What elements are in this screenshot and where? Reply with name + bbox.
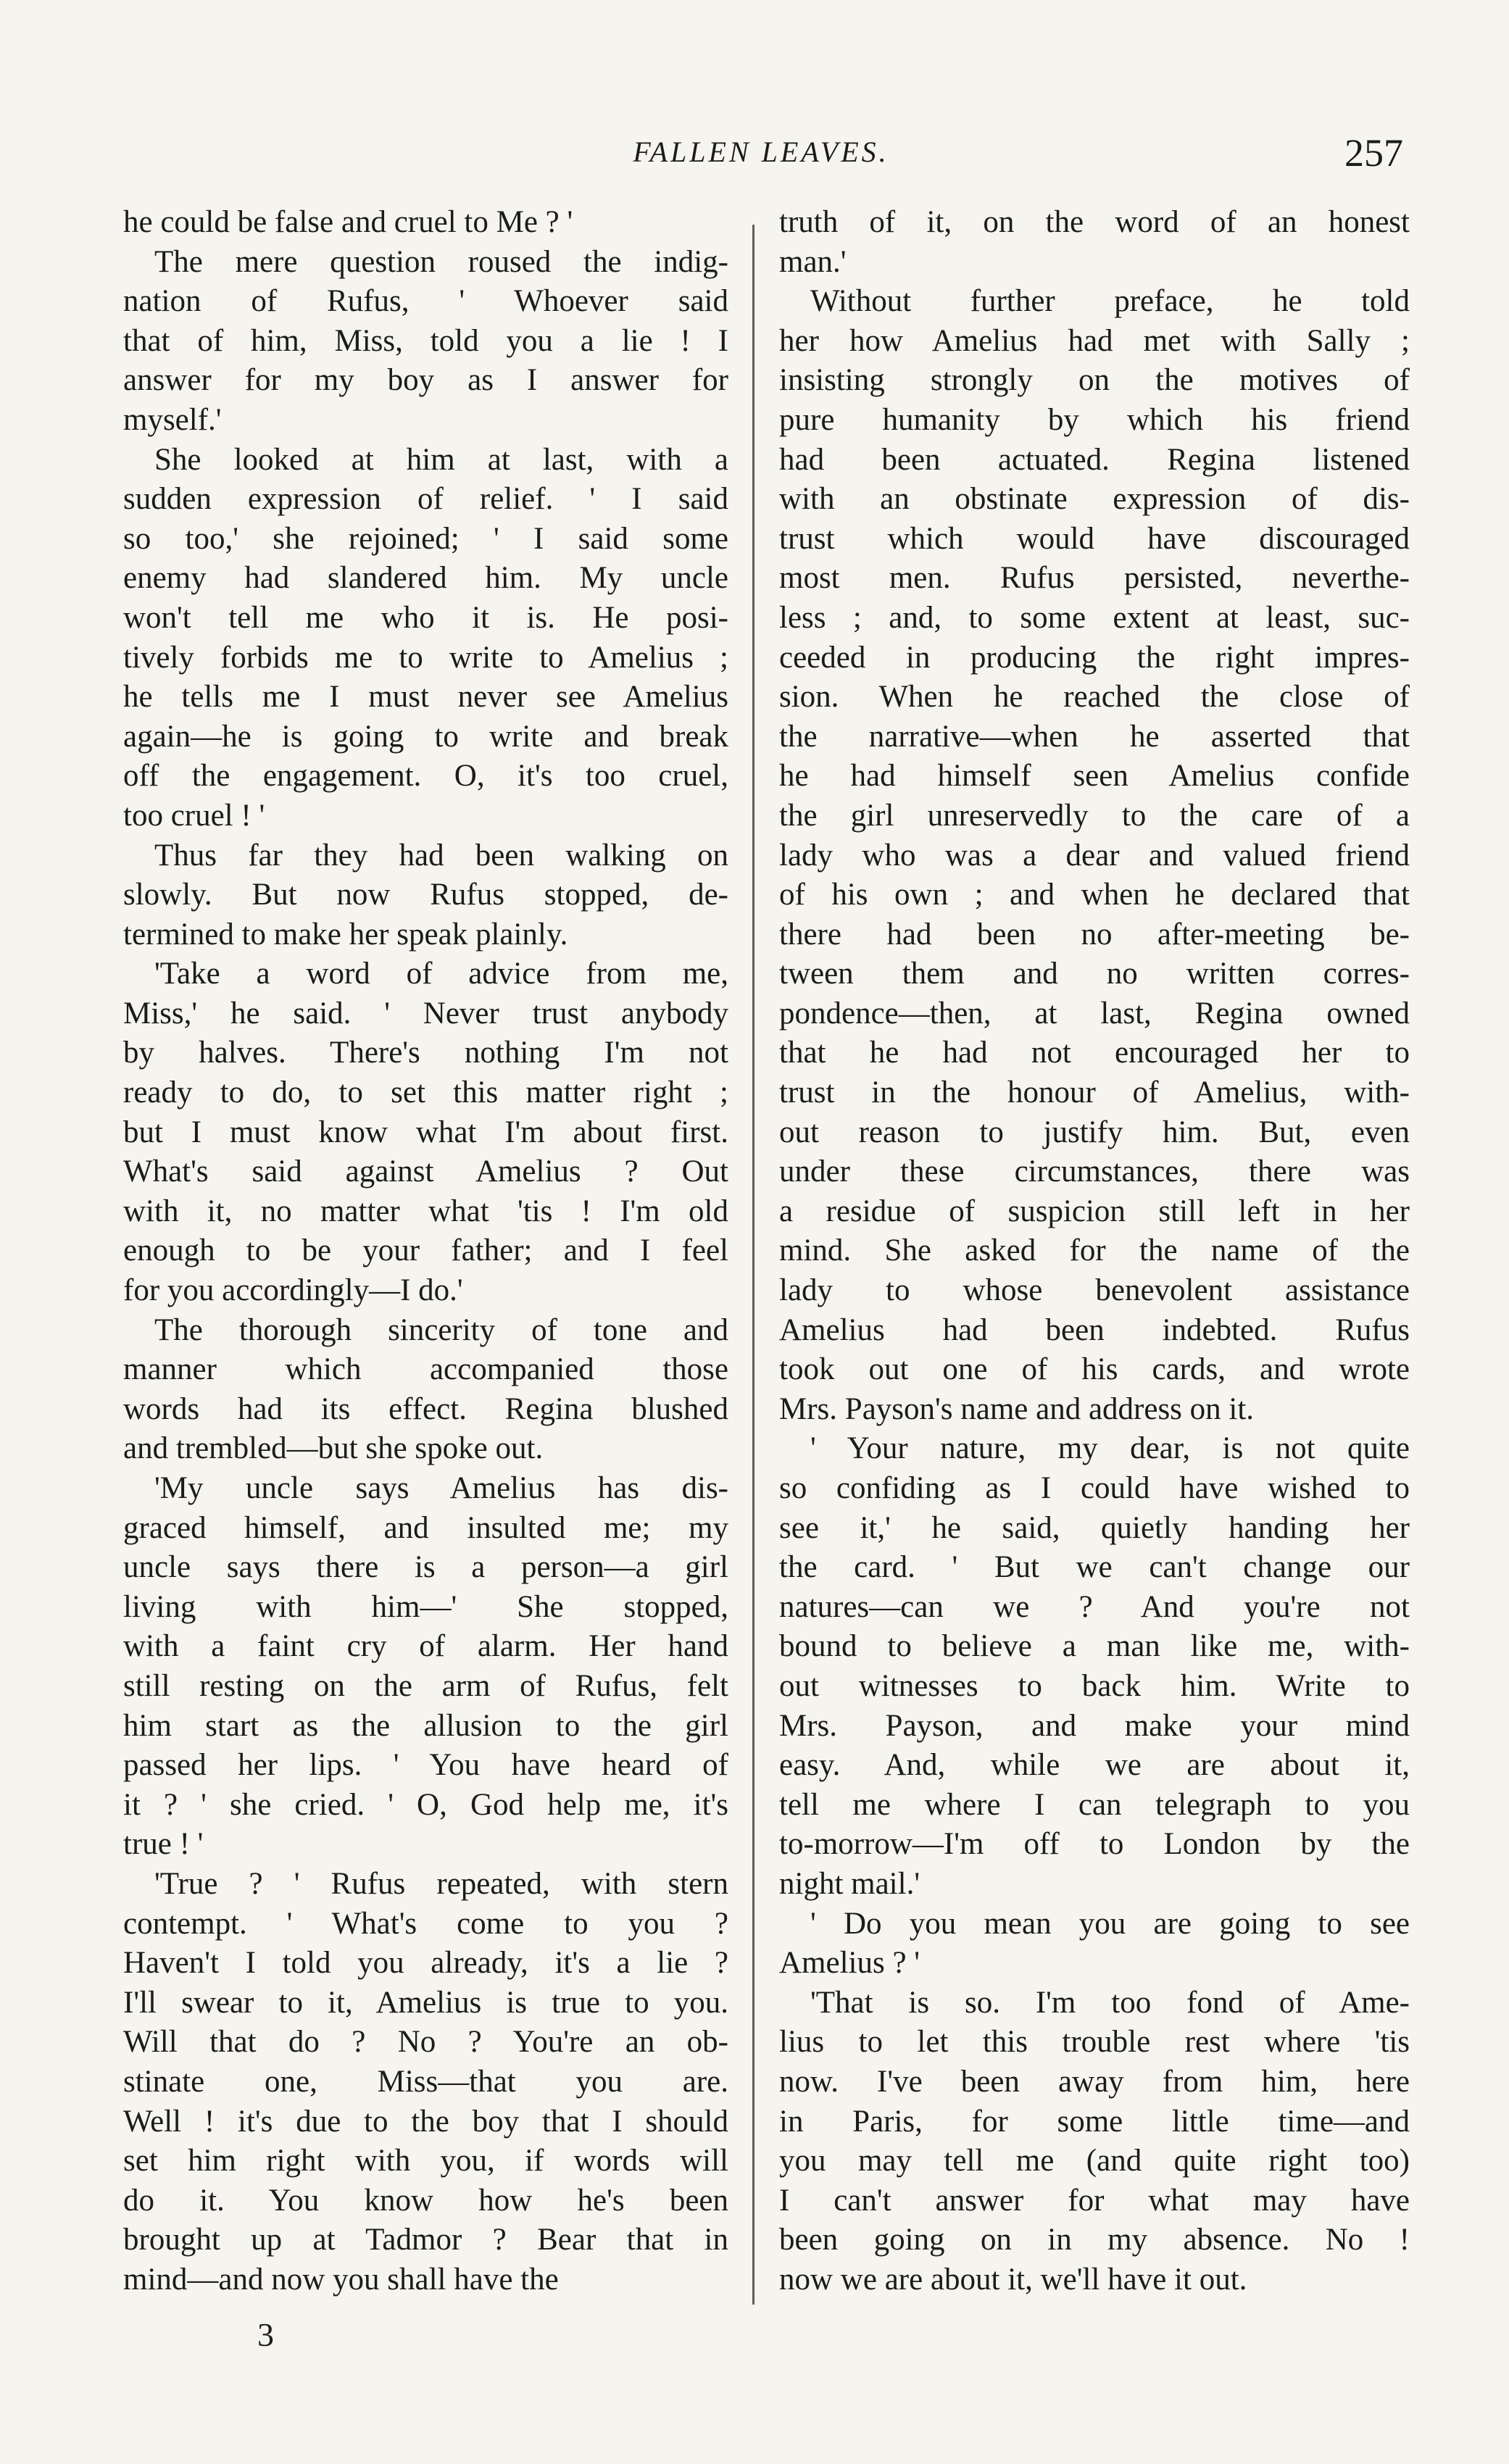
text-line: ' Your nature, my dear, is not quite (779, 1431, 1410, 1466)
text-line: termined to make her speak plainly. (123, 917, 568, 952)
text-line: and trembled—but she spoke out. (123, 1431, 544, 1466)
text-line: Well ! it's due to the boy that I should (123, 2104, 728, 2139)
text-line: pondence—then, at last, Regina owned (779, 996, 1410, 1031)
text-line: off the engagement. O, it's too cruel, (123, 759, 728, 794)
text-line: Mrs. Payson's name and address on it. (779, 1391, 1255, 1426)
text-line: the narrative—when he asserted that (779, 719, 1410, 754)
text-line: The mere question roused the indig- (123, 244, 728, 279)
text-line: tell me where I can telegraph to you (779, 1787, 1410, 1822)
text-line: too cruel ! ' (123, 798, 265, 833)
text-line: stinate one, Miss—that you are. (123, 2064, 728, 2099)
text-line: to-morrow—I'm off to London by the (779, 1827, 1410, 1862)
text-line: been going on in my absence. No ! (779, 2223, 1410, 2257)
text-line: enemy had slandered him. My uncle (123, 561, 728, 596)
text-line: with an obstinate expression of dis- (779, 482, 1410, 517)
text-line: The thorough sincerity of tone and (123, 1312, 728, 1347)
text-line: trust which would have discouraged (779, 521, 1410, 556)
text-line: enough to be your father; and I feel (123, 1233, 728, 1268)
text-line: 'True ? ' Rufus repeated, with stern (123, 1866, 728, 1901)
text-line: nation of Rufus, ' Whoever said (123, 284, 728, 319)
text-line: it ? ' she cried. ' O, God help me, it's (123, 1787, 728, 1822)
text-line: pure humanity by which his friend (779, 402, 1410, 437)
text-line: mind—and now you shall have the (123, 2262, 559, 2297)
text-line: living with him—' She stopped, (123, 1589, 728, 1624)
text-line: Thus far they had been walking on (123, 838, 728, 873)
text-line: he had himself seen Amelius confide (779, 759, 1410, 794)
text-line: that of him, Miss, told you a lie ! I (123, 323, 728, 358)
text-line: truth of it, on the word of an honest (779, 205, 1410, 239)
text-line: She looked at him at last, with a (123, 442, 728, 477)
text-line: contempt. ' What's come to you ? (123, 1906, 728, 1941)
text-line: out reason to justify him. But, even (779, 1115, 1410, 1149)
text-line: there had been no after-meeting be- (779, 917, 1410, 952)
text-line: so confiding as I could have wished to (779, 1471, 1410, 1505)
text-line: under these circumstances, there was (779, 1154, 1410, 1189)
text-line: brought up at Tadmor ? Bear that in (123, 2223, 728, 2257)
text-line: answer for my boy as I answer for (123, 363, 728, 398)
text-line: man.' (779, 244, 847, 279)
text-line: he could be false and cruel to Me ? ' (123, 205, 573, 239)
text-line: you may tell me (and quite right too) (779, 2144, 1410, 2178)
text-line: ready to do, to set this matter right ; (123, 1075, 728, 1110)
text-line: in Paris, for some little time—and (779, 2104, 1410, 2139)
text-line: so too,' she rejoined; ' I said some (123, 521, 728, 556)
text-line: 'Take a word of advice from me, (123, 957, 728, 991)
text-line: lady to whose benevolent assistance (779, 1273, 1410, 1308)
text-line: do it. You know how he's been (123, 2183, 728, 2218)
text-line: the card. ' But we can't change our (779, 1550, 1410, 1585)
text-line: won't tell me who it is. He posi- (123, 600, 728, 635)
text-line: that he had not encouraged her to (779, 1036, 1410, 1070)
text-line: Haven't I told you already, it's a lie ? (123, 1946, 728, 1981)
text-line: now. I've been away from him, here (779, 2064, 1410, 2099)
text-line: natures—can we ? And you're not (779, 1589, 1410, 1624)
text-line: less ; and, to some extent at least, suc- (779, 600, 1410, 635)
text-line: true ! ' (123, 1827, 204, 1862)
text-line: sion. When he reached the close of (779, 680, 1410, 715)
text-line: Amelius had been indebted. Rufus (779, 1312, 1410, 1347)
text-line: for you accordingly—I do.' (123, 1273, 463, 1308)
signature-mark: 3 (257, 2316, 274, 2353)
text-line: him start as the allusion to the girl (123, 1708, 728, 1743)
text-line: words had its effect. Regina blushed (123, 1391, 728, 1426)
text-line: with a faint cry of alarm. Her hand (123, 1629, 728, 1664)
text-line: tively forbids me to write to Amelius ; (123, 640, 728, 675)
text-line: by halves. There's nothing I'm not (123, 1036, 728, 1070)
text-line: Mrs. Payson, and make your mind (779, 1708, 1410, 1743)
text-line: had been actuated. Regina listened (779, 442, 1410, 477)
text-line: still resting on the arm of Rufus, felt (123, 1668, 728, 1703)
text-line: her how Amelius had met with Sally ; (779, 323, 1410, 358)
text-line: a residue of suspicion still left in her (779, 1194, 1410, 1228)
text-line: Amelius ? ' (779, 1946, 920, 1981)
text-line: Without further preface, he told (779, 284, 1410, 319)
text-line: ' Do you mean you are going to see (779, 1906, 1410, 1941)
text-line: graced himself, and insulted me; my (123, 1510, 728, 1545)
text-line: most men. Rufus persisted, neverthe- (779, 561, 1410, 596)
text-line: night mail.' (779, 1866, 920, 1901)
text-line: slowly. But now Rufus stopped, de- (123, 878, 728, 912)
text-line: see it,' he said, quietly handing her (779, 1510, 1410, 1545)
text-line: took out one of his cards, and wrote (779, 1352, 1410, 1387)
text-line: he tells me I must never see Amelius (123, 680, 728, 715)
left-text-column (123, 203, 728, 2299)
column-divider (752, 225, 754, 2305)
text-line: now we are about it, we'll have it out. (779, 2262, 1247, 2297)
text-line: trust in the honour of Amelius, with- (779, 1075, 1410, 1110)
page-number: 257 (1344, 131, 1403, 175)
text-line: out witnesses to back him. Write to (779, 1668, 1410, 1703)
text-line: sudden expression of relief. ' I said (123, 482, 728, 517)
text-line: with it, no matter what 'tis ! I'm old (123, 1194, 728, 1228)
text-line: set him right with you, if words will (123, 2144, 728, 2178)
text-line: bound to believe a man like me, with- (779, 1629, 1410, 1664)
text-line: I can't answer for what may have (779, 2183, 1410, 2218)
text-line: lius to let this trouble rest where 'tis (779, 2025, 1410, 2060)
text-line: 'That is so. I'm too fond of Ame- (779, 1985, 1410, 2020)
text-line: but I must know what I'm about first. (123, 1115, 728, 1149)
text-line: I'll swear to it, Amelius is true to you. (123, 1985, 728, 2020)
text-line: lady who was a dear and valued friend (779, 838, 1410, 873)
text-line: tween them and no written corres- (779, 957, 1410, 991)
text-line: the girl unreservedly to the care of a (779, 798, 1410, 833)
text-line: Miss,' he said. ' Never trust anybody (123, 996, 728, 1031)
text-line: manner which accompanied those (123, 1352, 728, 1387)
text-line: 'My uncle says Amelius has dis- (123, 1471, 728, 1505)
text-line: passed her lips. ' You have heard of (123, 1748, 728, 1783)
text-line: insisting strongly on the motives of (779, 363, 1410, 398)
text-line: mind. She asked for the name of the (779, 1233, 1410, 1268)
text-line: myself.' (123, 402, 222, 437)
right-text-column (779, 203, 1410, 2299)
text-line: uncle says there is a person—a girl (123, 1550, 728, 1585)
text-line: What's said against Amelius ? Out (123, 1154, 728, 1189)
running-title: FALLEN LEAVES. (633, 136, 889, 168)
text-line: easy. And, while we are about it, (779, 1748, 1410, 1783)
text-line: again—he is going to write and break (123, 719, 728, 754)
text-line: of his own ; and when he declared that (779, 878, 1410, 912)
text-line: ceeded in producing the right impres- (779, 640, 1410, 675)
text-line: Will that do ? No ? You're an ob- (123, 2025, 728, 2060)
